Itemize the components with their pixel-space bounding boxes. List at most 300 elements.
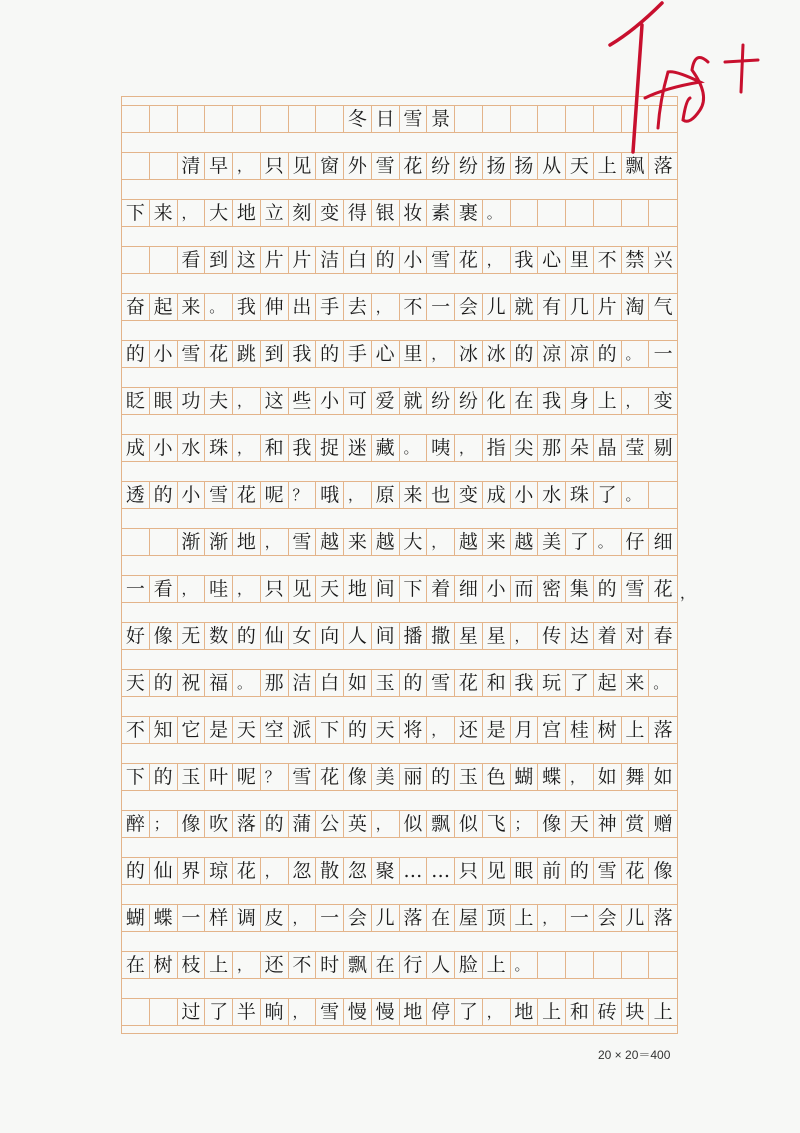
grid-cell: 上: [594, 388, 622, 414]
grid-cell: 会: [455, 294, 483, 320]
grid-cell: 如: [344, 670, 372, 696]
grid-row: [122, 105, 677, 133]
grid-cell: 慢: [344, 999, 372, 1025]
grid-cell: 窗: [316, 153, 344, 179]
grid-cell: 身: [566, 388, 594, 414]
grid-cell: 仔: [622, 529, 650, 555]
grid-cell: [178, 106, 206, 132]
grid-cell: 变: [653, 389, 673, 412]
grid-cell: 舞: [622, 764, 650, 790]
grid-cell: ，: [511, 623, 539, 649]
grid-row: [122, 763, 677, 791]
grid-cell: 下: [122, 764, 150, 790]
grid-spec-label: 20 × 20＝400: [598, 1048, 671, 1062]
grid-cell: 空: [261, 717, 289, 743]
grid-cell: 样: [205, 905, 233, 931]
grid-cell: 清: [178, 153, 206, 179]
grid-cell: [316, 106, 344, 132]
grid-cell: 传: [538, 623, 566, 649]
grid-cell: 着: [427, 576, 455, 602]
grid-cell: 宫: [538, 717, 566, 743]
grid-cell: 。: [233, 670, 261, 696]
grid-cell: 间: [372, 623, 400, 649]
grid-cell: …: [400, 858, 428, 884]
grid-cell: [538, 106, 566, 132]
grid-cell: 琼: [205, 858, 233, 884]
grid-cell: ，: [233, 153, 261, 179]
grid-cell: 的: [594, 576, 622, 602]
grid-cell: 尖: [511, 435, 539, 461]
grid-cell: 的: [427, 764, 455, 790]
grid-cell: 兴: [653, 248, 673, 271]
grid-cell: 蝴: [511, 764, 539, 790]
grid-cell: 赠: [653, 812, 673, 835]
grid-cell: 的: [233, 623, 261, 649]
grid-cell: 我: [511, 247, 539, 273]
grid-cell: 无: [178, 623, 206, 649]
grid-cell: 将: [400, 717, 428, 743]
grid-cell: 花: [316, 764, 344, 790]
grid-cell: 得: [344, 200, 372, 226]
grid-cell: 冬: [344, 106, 372, 132]
grid-cell: 雪: [427, 670, 455, 696]
grid-cell: 叶: [205, 764, 233, 790]
grid-cell: [150, 999, 178, 1025]
grid-cell: 花: [233, 858, 261, 884]
grid-cell: 向: [316, 623, 344, 649]
grid-cell: 功: [178, 388, 206, 414]
grid-cell: 心: [372, 341, 400, 367]
grid-cell: 片: [594, 294, 622, 320]
grid-cell: 调: [233, 905, 261, 931]
grid-cell: 到: [205, 247, 233, 273]
grid-cell: 前: [538, 858, 566, 884]
grid-cell: 的: [400, 670, 428, 696]
grid-cell: 的: [594, 341, 622, 367]
grid-cell: 的: [122, 858, 150, 884]
grid-row: [122, 528, 677, 556]
grid-cell: 了: [594, 482, 622, 508]
grid-cell: 仙: [261, 623, 289, 649]
grid-cell: 如: [653, 765, 673, 788]
grid-cell: 星: [483, 623, 511, 649]
grid-cell: 星: [455, 623, 483, 649]
grid-cell: 地: [400, 999, 428, 1025]
grid-cell: 雪: [427, 247, 455, 273]
grid-cell: ，: [261, 529, 289, 555]
grid-cell: 刻: [289, 200, 317, 226]
grid-cell: 夫: [205, 388, 233, 414]
composition-grid-paper: [121, 96, 678, 1034]
grid-cell: 大: [400, 529, 428, 555]
grid-cell: 飘: [344, 952, 372, 978]
grid-cell: 儿: [483, 294, 511, 320]
grid-cell: 眼: [150, 388, 178, 414]
grid-cell: 天: [316, 576, 344, 602]
grid-cell: 不: [122, 717, 150, 743]
grid-cell: 花: [455, 670, 483, 696]
grid-cell: 渐: [178, 529, 206, 555]
grid-cell: [594, 952, 622, 978]
grid-cell: 玩: [538, 670, 566, 696]
grid-cell: 英: [344, 811, 372, 837]
grid-cell: 银: [372, 200, 400, 226]
grid-cell: 迷: [344, 435, 372, 461]
grid-cell: 忽: [344, 858, 372, 884]
grid-cell: ，: [427, 717, 455, 743]
grid-cell: ，: [178, 200, 206, 226]
grid-cell: 天: [566, 811, 594, 837]
grid-cell: ；: [511, 811, 539, 837]
grid-cell: 和: [261, 435, 289, 461]
grid-cell: 越: [455, 529, 483, 555]
grid-cell: 像: [178, 811, 206, 837]
grid-cell: [150, 247, 178, 273]
grid-cell: 天: [566, 153, 594, 179]
grid-cell: 和: [483, 670, 511, 696]
grid-cell: 不: [289, 952, 317, 978]
grid-cell: 树: [150, 952, 178, 978]
grid-cell: 天: [372, 717, 400, 743]
grid-cell: 起: [594, 670, 622, 696]
grid-cell: 小: [150, 341, 178, 367]
grid-cell: 来: [622, 670, 650, 696]
grid-cell: 好: [122, 623, 150, 649]
grid-cell: ，: [566, 764, 594, 790]
grid-cell: 蝶: [538, 764, 566, 790]
grid-cell: 到: [261, 341, 289, 367]
grid-cell: 像: [150, 623, 178, 649]
grid-cell: 藏: [372, 435, 400, 461]
grid-cell: 细: [653, 530, 673, 553]
grid-cell: 似: [400, 811, 428, 837]
grid-cell: ，: [455, 435, 483, 461]
grid-cell: 了: [566, 529, 594, 555]
grid-cell: 人: [427, 952, 455, 978]
grid-cell: ，: [483, 247, 511, 273]
grid-cell: 还: [455, 717, 483, 743]
grid-cell: 下: [316, 717, 344, 743]
grid-cell: 树: [594, 717, 622, 743]
grid-cell: 集: [566, 576, 594, 602]
grid-cell: 雪: [289, 529, 317, 555]
grid-cell: ，: [289, 999, 317, 1025]
grid-cell: 白: [316, 670, 344, 696]
grid-cell: 而: [511, 576, 539, 602]
grid-cell: 女: [289, 623, 317, 649]
grid-cell: 的: [122, 341, 150, 367]
grid-cell: 行: [400, 952, 428, 978]
grid-cell: 呢: [261, 482, 289, 508]
grid-cell: ，: [372, 294, 400, 320]
grid-cell: 就: [511, 294, 539, 320]
grid-cell: 变: [316, 200, 344, 226]
grid-cell: 那: [261, 670, 289, 696]
grid-row: [122, 293, 677, 321]
grid-cell: 不: [400, 294, 428, 320]
grid-cell: 透: [122, 482, 150, 508]
grid-cell: 撒: [427, 623, 455, 649]
grid-cell: [511, 200, 539, 226]
grid-cell: 色: [483, 764, 511, 790]
grid-cell: 落: [233, 811, 261, 837]
grid-cell: 小: [511, 482, 539, 508]
grid-cell: [594, 106, 622, 132]
grid-cell: 赏: [622, 811, 650, 837]
grid-cell: 会: [344, 905, 372, 931]
grid-cell: 来: [150, 200, 178, 226]
grid-cell: 心: [538, 247, 566, 273]
grid-cell: 。: [622, 341, 650, 367]
grid-cell: 蝴: [122, 905, 150, 931]
grid-row: [122, 434, 677, 462]
grid-cell: 只: [455, 858, 483, 884]
grid-row: [122, 387, 677, 415]
grid-cell: 皮: [261, 905, 289, 931]
grid-cell: 的: [566, 858, 594, 884]
grid-cell: 过: [178, 999, 206, 1025]
grid-cell: 的: [150, 670, 178, 696]
grid-cell: 雪: [400, 106, 428, 132]
grid-cell: 一: [566, 905, 594, 931]
grid-cell: 裹: [455, 200, 483, 226]
grid-cell: 地: [233, 200, 261, 226]
grid-cell: [455, 106, 483, 132]
grid-cell: 地: [233, 529, 261, 555]
grid-cell: 神: [594, 811, 622, 837]
grid-cell: 一: [427, 294, 455, 320]
grid-cell: 和: [566, 999, 594, 1025]
grid-cell: 哇: [205, 576, 233, 602]
grid-cell: 上: [538, 999, 566, 1025]
grid-row: [122, 810, 677, 838]
grid-cell: 上: [622, 717, 650, 743]
grid-cell: 醉: [122, 811, 150, 837]
grid-cell: 雪: [316, 999, 344, 1025]
grid-cell: 玉: [372, 670, 400, 696]
grid-cell: [622, 952, 650, 978]
grid-cell: [511, 106, 539, 132]
grid-cell: [122, 106, 150, 132]
grid-cell: ，: [372, 811, 400, 837]
grid-cell: 在: [427, 905, 455, 931]
grid-cell: 小: [400, 247, 428, 273]
grid-cell: 忽: [289, 858, 317, 884]
grid-cell: 桂: [566, 717, 594, 743]
grid-cell: 朵: [566, 435, 594, 461]
grid-cell: 来: [400, 482, 428, 508]
grid-cell: ，: [261, 858, 289, 884]
grid-cell: 越: [316, 529, 344, 555]
grid-cell: 儿: [622, 905, 650, 931]
grid-cell: 人: [344, 623, 372, 649]
grid-cell: 成: [122, 435, 150, 461]
grid-row: [122, 857, 677, 885]
grid-cell: 变: [455, 482, 483, 508]
grid-cell: 蝶: [150, 905, 178, 931]
grid-cell: 从: [538, 153, 566, 179]
grid-cell: 蒲: [289, 811, 317, 837]
grid-cell: 去: [344, 294, 372, 320]
grid-cell: 里: [566, 247, 594, 273]
grid-cell: 洁: [316, 247, 344, 273]
grid-cell: 停: [427, 999, 455, 1025]
grid-cell: ，: [622, 388, 650, 414]
grid-cell: 见: [289, 576, 317, 602]
grid-cell: 落: [653, 154, 673, 177]
grid-cell: [261, 106, 289, 132]
grid-cell: 知: [150, 717, 178, 743]
grid-cell: 这: [233, 247, 261, 273]
grid-cell: 我: [233, 294, 261, 320]
grid-cell: 气: [653, 295, 673, 318]
grid-cell: 水: [178, 435, 206, 461]
grid-cell: 枝: [178, 952, 206, 978]
grid-cell: 哦: [316, 482, 344, 508]
grid-cell: 的: [150, 482, 178, 508]
grid-cell: 小: [316, 388, 344, 414]
grid-cell: 会: [594, 905, 622, 931]
grid-cell: 眼: [511, 858, 539, 884]
grid-cell: 慢: [372, 999, 400, 1025]
grid-cell: 天: [233, 717, 261, 743]
grid-cell: 晶: [594, 435, 622, 461]
grid-cell: 渐: [205, 529, 233, 555]
grid-cell: 丽: [400, 764, 428, 790]
grid-cell: 扬: [511, 153, 539, 179]
grid-cell: 上: [483, 952, 511, 978]
grid-cell: 如: [594, 764, 622, 790]
grid-cell: 玉: [178, 764, 206, 790]
grid-cell: 来: [483, 529, 511, 555]
grid-cell: 落: [400, 905, 428, 931]
grid-cell: 纷: [455, 388, 483, 414]
grid-cell: 我: [538, 388, 566, 414]
grid-cell: …: [427, 858, 455, 884]
grid-cell: 脸: [455, 952, 483, 978]
grid-cell: 晌: [261, 999, 289, 1025]
grid-cell: 雪: [594, 858, 622, 884]
grid-cell: 原: [372, 482, 400, 508]
grid-cell: 凉: [566, 341, 594, 367]
grid-cell: 福: [205, 670, 233, 696]
grid-cell: [122, 529, 150, 555]
grid-cell: 吹: [205, 811, 233, 837]
grid-cell: 着: [594, 623, 622, 649]
grid-cell: 也: [427, 482, 455, 508]
grid-cell: 上: [594, 153, 622, 179]
grid-cell: [289, 106, 317, 132]
grid-row: [122, 904, 677, 932]
grid-cell: 冰: [455, 341, 483, 367]
grid-row: [122, 669, 677, 697]
grid-cell: 屋: [455, 905, 483, 931]
grid-cell: 散: [316, 858, 344, 884]
grid-cell: 一: [178, 905, 206, 931]
grid-row: [122, 951, 677, 979]
grid-cell: 珠: [566, 482, 594, 508]
grid-cell: 外: [344, 153, 372, 179]
grid-cell: [233, 106, 261, 132]
grid-cell: 顶: [483, 905, 511, 931]
grid-cell: 的: [150, 764, 178, 790]
grid-cell: 纷: [427, 388, 455, 414]
grid-cell: ，: [233, 576, 261, 602]
grid-cell: 看: [178, 247, 206, 273]
grid-cell: 出: [289, 294, 317, 320]
grid-cell: 些: [289, 388, 317, 414]
grid-cell: 雪: [178, 341, 206, 367]
grid-cell: 见: [483, 858, 511, 884]
grid-cell: [538, 952, 566, 978]
grid-cell: 洁: [289, 670, 317, 696]
grid-cell: ，: [427, 529, 455, 555]
grid-cell: 莹: [622, 435, 650, 461]
grid-cell: [150, 529, 178, 555]
grid-row: [122, 998, 677, 1026]
grid-cell: ；: [150, 811, 178, 837]
grid-cell: 春: [653, 624, 673, 647]
grid-cell: 就: [400, 388, 428, 414]
grid-cell: 花: [455, 247, 483, 273]
grid-cell: 的: [372, 247, 400, 273]
grid-cell: 奋: [122, 294, 150, 320]
grid-cell: 飘: [427, 811, 455, 837]
grid-cell: 禁: [622, 247, 650, 273]
grid-cell: 冰: [483, 341, 511, 367]
grid-cell: 小: [483, 576, 511, 602]
grid-cell: 下: [122, 200, 150, 226]
grid-cell: [622, 200, 650, 226]
grid-cell: ，: [344, 482, 372, 508]
grid-cell: 素: [427, 200, 455, 226]
grid-cell: 一: [316, 905, 344, 931]
grid-cell: 雪: [622, 576, 650, 602]
grid-cell: 跳: [233, 341, 261, 367]
grid-cell: 对: [622, 623, 650, 649]
grid-cell: 了: [566, 670, 594, 696]
grid-cell: 里: [400, 341, 428, 367]
grid-cell: 那: [538, 435, 566, 461]
grid-cell: 飘: [622, 153, 650, 179]
grid-cell: [150, 106, 178, 132]
grid-cell: 。: [653, 674, 669, 692]
grid-row: [122, 199, 677, 227]
grid-cell: [566, 952, 594, 978]
grid-cell: 块: [622, 999, 650, 1025]
grid-cell: 来: [178, 294, 206, 320]
grid-cell: 。: [205, 294, 233, 320]
grid-cell: ，: [483, 999, 511, 1025]
grid-cell: 达: [566, 623, 594, 649]
grid-cell: 播: [400, 623, 428, 649]
grid-cell: 只: [261, 153, 289, 179]
grid-cell: 纷: [455, 153, 483, 179]
grid-cell: [122, 999, 150, 1025]
grid-cell: 在: [511, 388, 539, 414]
grid-cell: 我: [289, 341, 317, 367]
grid-cell: 半: [233, 999, 261, 1025]
grid-cell: 了: [455, 999, 483, 1025]
grid-cell: 水: [538, 482, 566, 508]
grid-row: [122, 481, 677, 509]
grid-cell: [649, 106, 677, 132]
grid-cell: 像: [538, 811, 566, 837]
grid-cell: 淘: [622, 294, 650, 320]
grid-cell: 不: [594, 247, 622, 273]
grid-cell: [538, 200, 566, 226]
grid-cell: 天: [122, 670, 150, 696]
